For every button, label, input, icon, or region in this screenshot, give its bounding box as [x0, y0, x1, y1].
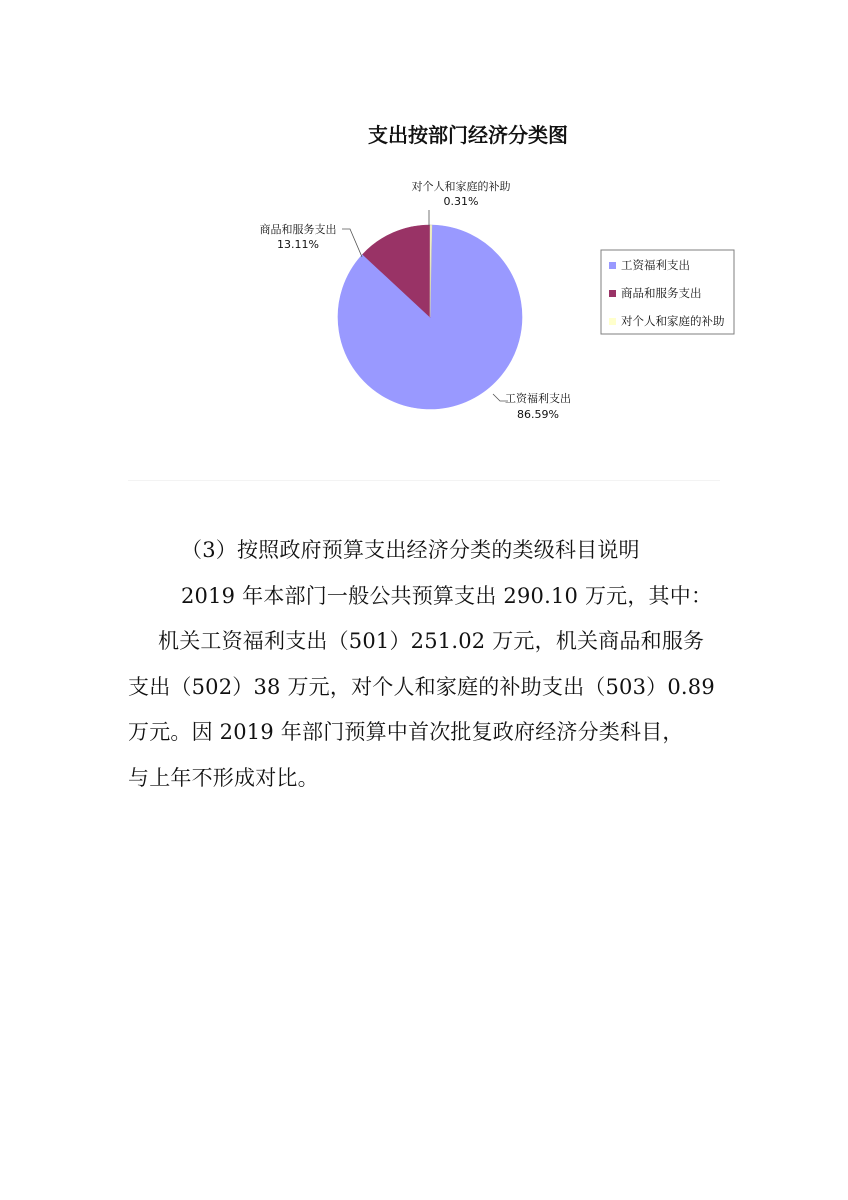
paragraph-line-2: 机关工资福利支出（501）251.02 万元，机关商品和服务	[158, 629, 705, 653]
data-label-name-salary: 工资福利支出	[505, 392, 571, 405]
paragraph-line-4: 万元。因 2019 年部门预算中首次批复政府经济分类科目，	[128, 720, 684, 744]
data-label-name-family-subsidy: 对个人和家庭的补助	[411, 180, 511, 193]
paragraph-line-5: 与上年不形成对比。	[128, 765, 319, 790]
legend-label-salary: 工资福利支出	[621, 258, 690, 272]
data-label-percent-family-subsidy: 0.31%	[443, 195, 479, 208]
legend	[601, 250, 734, 334]
data-label-percent-goods-services: 13.11%	[277, 238, 319, 251]
chart-title: 支出按部门经济分类图	[368, 123, 568, 147]
legend-label-family-subsidy: 对个人和家庭的补助	[621, 314, 725, 328]
legend-swatch-family-subsidy	[609, 318, 616, 325]
paragraph-line-1: 2019 年本部门一般公共预算支出 290.10 万元，其中：	[181, 583, 713, 608]
legend-swatch-salary	[609, 262, 616, 269]
legend-swatch-goods-services	[609, 290, 616, 297]
section-heading: （3）按照政府预算支出经济分类的类级科目说明	[181, 538, 640, 562]
chart-bottom-rule	[128, 480, 720, 481]
paragraph-line-3: 支出（502）38 万元，对个人和家庭的补助支出（503）0.89	[128, 674, 715, 699]
leader-line-goods-services	[342, 229, 362, 257]
legend-label-goods-services: 商品和服务支出	[621, 286, 702, 300]
data-label-percent-salary: 86.59%	[517, 408, 559, 421]
budget-explanation	[0, 528, 848, 828]
data-label-name-goods-services: 商品和服务支出	[259, 223, 337, 236]
pie-chart	[0, 0, 848, 500]
